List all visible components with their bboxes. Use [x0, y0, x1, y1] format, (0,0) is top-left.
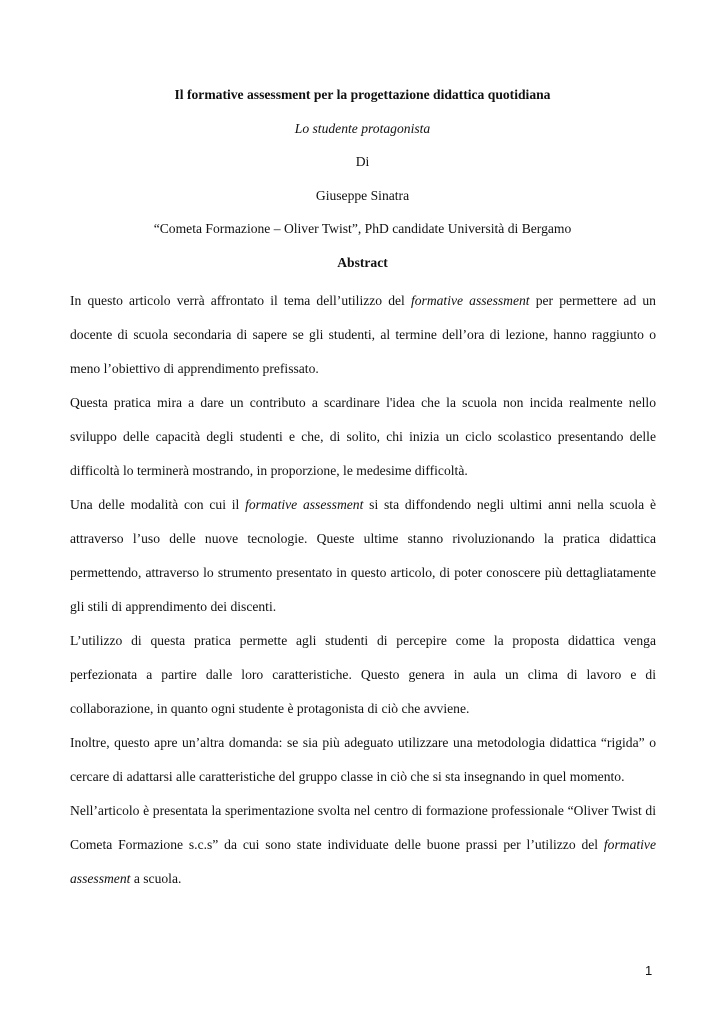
- document-title: Il formative assessment per la progettazione didattica quotidiana: [174, 87, 551, 102]
- paragraph-6-text-b: a scuola.: [130, 871, 182, 886]
- abstract-heading: Abstract: [337, 255, 388, 270]
- document-subtitle: Lo studente protagonista: [294, 121, 431, 136]
- paragraph-1-text-b: per permettere ad un docente di scuola secondaria di sapere se gli studenti, al termine dell’ora di lezione, hanno raggiunto o meno l’obiettivo di apprendimento prefissato.: [70, 293, 656, 376]
- author-name: Giuseppe Sinatra: [315, 188, 410, 203]
- abstract-paragraph-3: [70, 488, 656, 624]
- byline-di: Di: [355, 154, 370, 169]
- abstract-body: [70, 284, 656, 896]
- paragraph-3-emphasis: formative assessment: [245, 497, 364, 512]
- paragraph-6-emphasis: formative assessment: [70, 837, 656, 886]
- paragraph-1-text-a: In questo articolo verrà affrontato il tema dell’utilizzo del: [70, 293, 411, 308]
- abstract-paragraph-6: [70, 794, 656, 896]
- abstract-paragraph-4: L’utilizzo di questa pratica permette agli studenti di percepire come la proposta didattica venga perfezionata a partire dalle loro caratteristiche. Questo genera in aula un clima di lavoro e di collaborazione, in quanto ogni studente è protagonista di ciò che avviene.: [70, 633, 656, 716]
- author-affiliation: “Cometa Formazione – Oliver Twist”, PhD candidate Università di Bergamo: [153, 221, 572, 236]
- paragraph-3-text-b: si sta diffondendo negli ultimi anni nella scuola è attraverso l’uso delle nuove tecnologie. Queste ultime stanno rivoluzionando la pratica didattica permettendo, attraverso lo strumento presentato in questo articolo, di poter conoscere più dettagliatamente gli stili di apprendimento dei discenti.: [70, 497, 656, 614]
- paragraph-1-emphasis: formative assessment: [410, 293, 530, 308]
- abstract-paragraph-1: [70, 284, 656, 386]
- abstract-paragraph-2: Questa pratica mira a dare un contributo a scardinare l'idea che la scuola non incida realmente nello sviluppo delle capacità degli studenti e che, di solito, chi inizia un ciclo scolastico presentando delle difficoltà lo terminerà mostrando, in proporzione, le medesime difficoltà.: [70, 395, 656, 478]
- abstract-paragraph-5: Inoltre, questo apre un’altra domanda: se sia più adeguato utilizzare una metodologia didattica “rigida” o cercare di adattarsi alle caratteristiche del gruppo classe in ciò che si sta insegnando in quel momento.: [70, 735, 656, 784]
- paragraph-6-text-a: Nell’articolo è presentata la sperimentazione svolta nel centro di formazione professionale “Oliver Twist di Cometa Formazione s.c.s” da cui sono state individuate delle buone prassi per l’utilizzo del: [70, 803, 656, 852]
- paragraph-3-text-a: Una delle modalità con cui il: [70, 497, 246, 512]
- page-number: 1: [645, 963, 653, 978]
